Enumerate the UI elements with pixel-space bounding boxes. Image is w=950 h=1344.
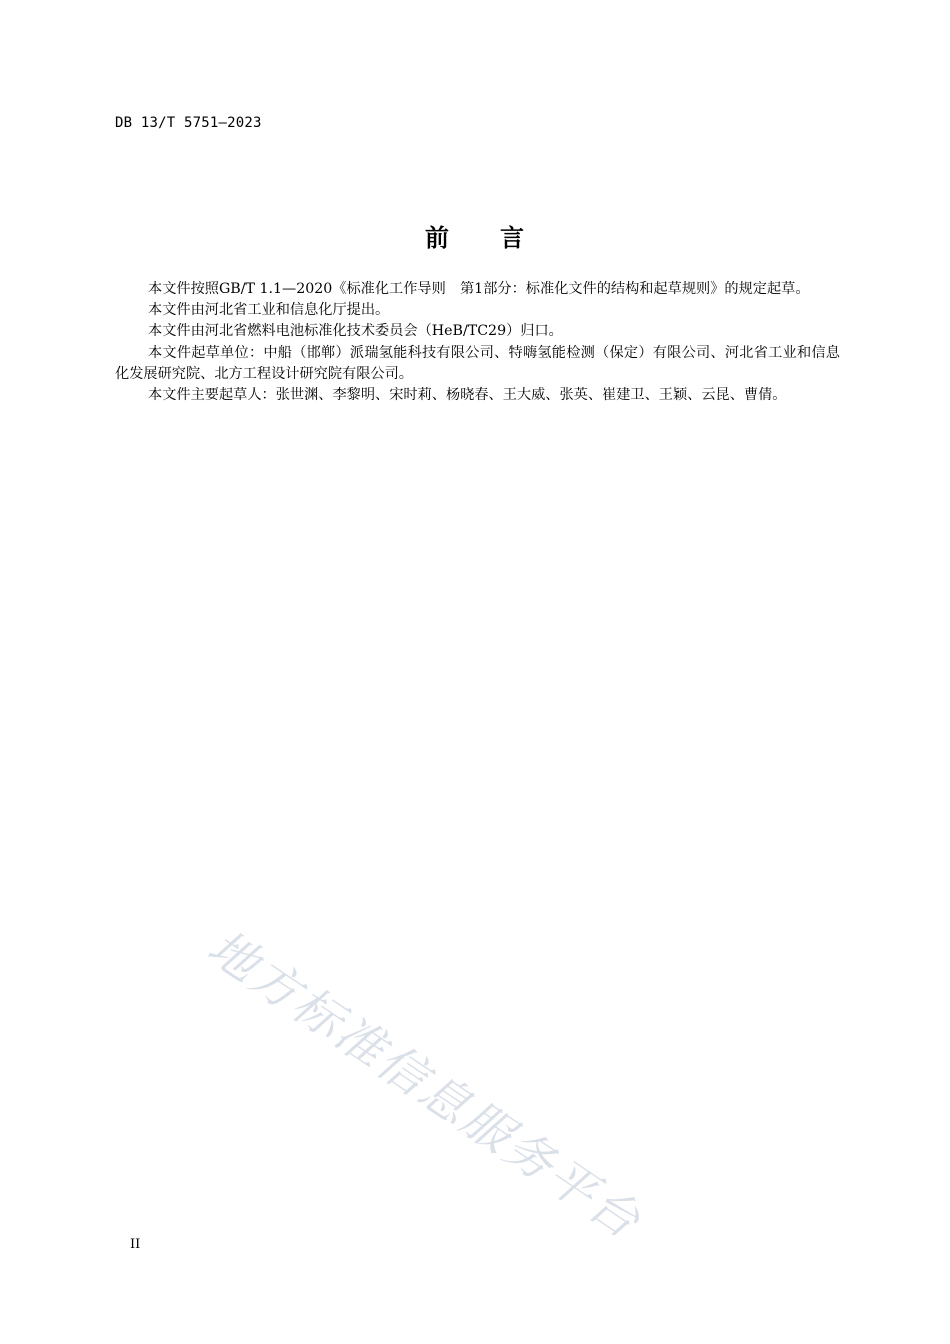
- paragraph-drafting-units: 本文件起草单位：中船（邯郸）派瑞氢能科技有限公司、特嗨氢能检测（保定）有限公司、河北省工业和信息化发展研究院、北方工程设计研究院有限公司。: [115, 344, 840, 382]
- document-code: DB 13/T 5751—2023: [115, 115, 262, 131]
- title-char-2: 言: [500, 224, 525, 252]
- foreword-body: [115, 279, 840, 406]
- title-char-1: 前: [425, 224, 450, 252]
- paragraph-drafting-rules: 本文件按照GB/T 1.1—2020《标准化工作导则 第1部分：标准化文件的结构和起草规则》的规定起草。: [148, 281, 810, 297]
- watermark: 地方标准信息服务平台: [197, 919, 652, 1251]
- paragraph-drafters: 本文件主要起草人：张世渊、李黎明、宋时莉、杨晓春、王大威、张英、崔建卫、王颖、云昆、曹倩。: [148, 387, 787, 404]
- paragraph-proposer: 本文件由河北省工业和信息化厅提出。: [148, 302, 390, 319]
- paragraph-committee: 本文件由河北省燃料电池标准化技术委员会（HeB/TC29）归口。: [148, 323, 563, 340]
- page-title: [0, 218, 950, 253]
- page-number: II: [130, 1237, 141, 1252]
